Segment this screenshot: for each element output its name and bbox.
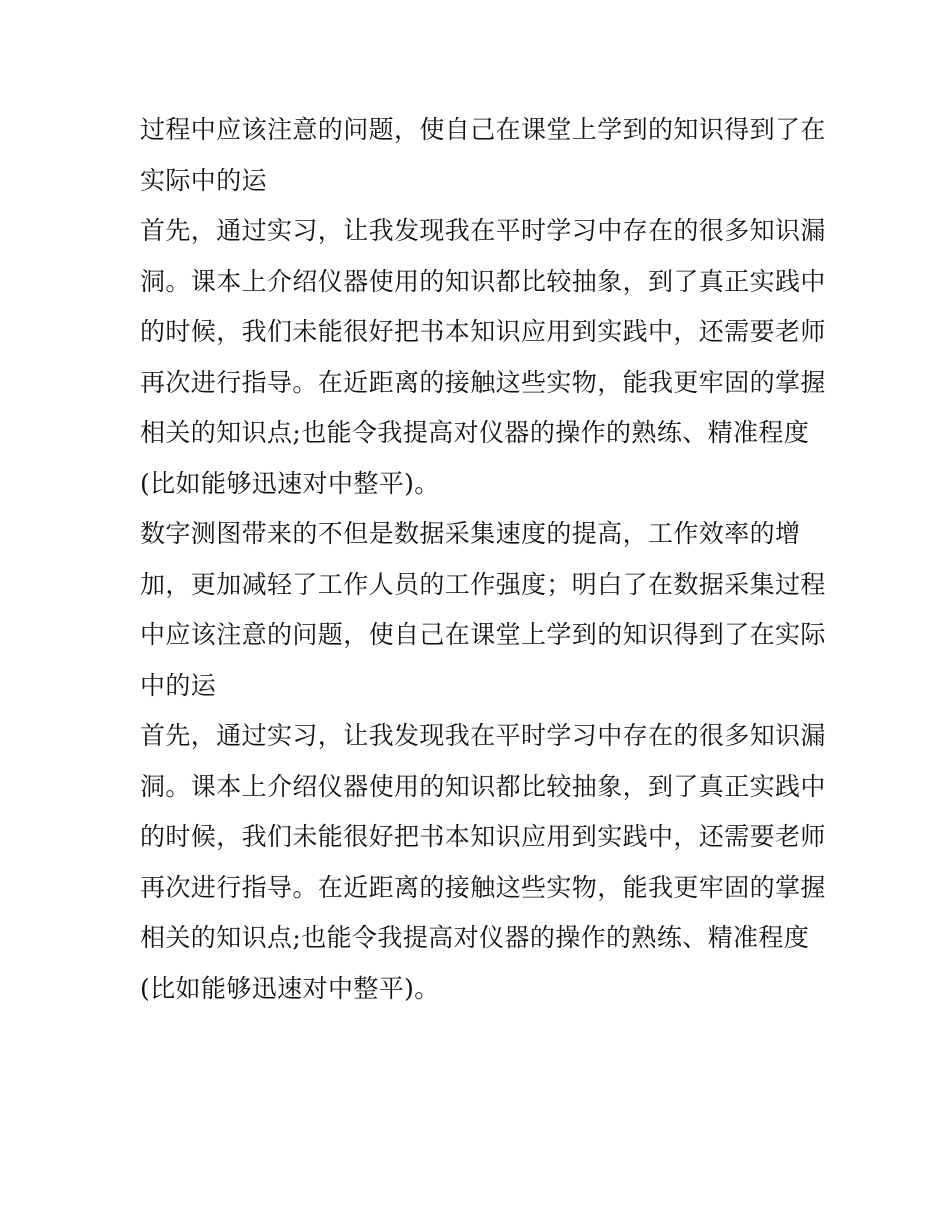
text-line: 实际中的运 xyxy=(140,165,268,195)
text-line: 的时候，我们未能很好把书本知识应用到实践中，还需要老师 xyxy=(140,822,826,851)
text-line: 相关的知识点;也能令我提高对仪器的操作的熟练、精准程度 xyxy=(140,923,810,952)
document-page xyxy=(140,108,826,1017)
text-line: 过程中应该注意的问题，使自己在课堂上学到的知识得到了在 xyxy=(140,115,826,144)
paragraph xyxy=(140,512,826,714)
text-line: 洞。课本上介绍仪器使用的知识都比较抽象，到了真正实践中 xyxy=(140,771,826,801)
text-line: 数字测图带来的不但是数据采集速度的提高，工作效率的增 xyxy=(140,519,801,548)
text-line: 首先，通过实习，让我发现我在平时学习中存在的很多知识漏 xyxy=(140,721,826,750)
paragraph xyxy=(140,714,826,1017)
text-line: (比如能够迅速对中整平)。 xyxy=(140,468,440,498)
paragraph xyxy=(140,209,826,512)
text-line: 再次进行指导。在近距离的接触这些实物，能我更牢固的掌握 xyxy=(140,872,826,902)
text-line: 中的运 xyxy=(140,670,217,700)
text-line: 加，更加减轻了工作人员的工作强度；明白了在数据采集过程 xyxy=(140,569,826,599)
text-line: (比如能够迅速对中整平)。 xyxy=(140,973,440,1003)
paragraph xyxy=(140,108,826,209)
text-line: 中应该注意的问题，使自己在课堂上学到的知识得到了在实际 xyxy=(140,620,826,649)
text-line: 首先，通过实习，让我发现我在平时学习中存在的很多知识漏 xyxy=(140,216,826,245)
text-line: 洞。课本上介绍仪器使用的知识都比较抽象，到了真正实践中 xyxy=(140,266,826,296)
text-line: 再次进行指导。在近距离的接触这些实物，能我更牢固的掌握 xyxy=(140,367,826,397)
text-line: 相关的知识点;也能令我提高对仪器的操作的熟练、精准程度 xyxy=(140,418,810,447)
text-line: 的时候，我们未能很好把书本知识应用到实践中，还需要老师 xyxy=(140,317,826,346)
